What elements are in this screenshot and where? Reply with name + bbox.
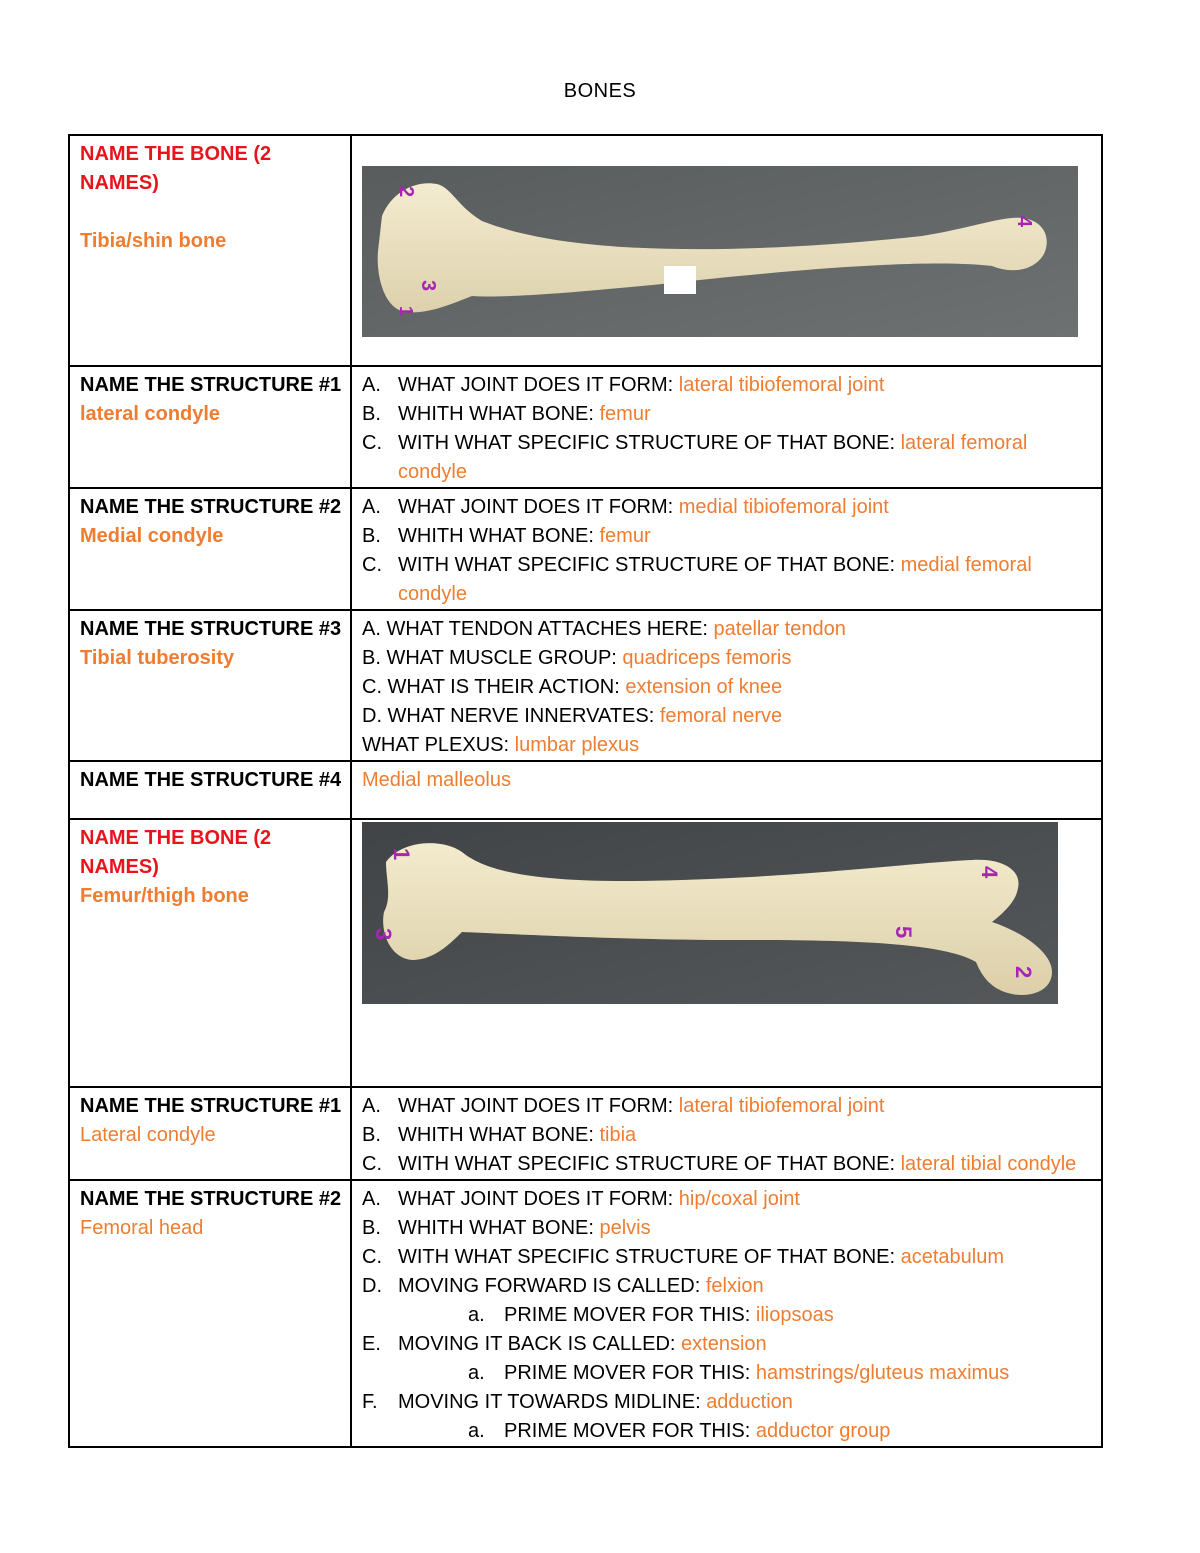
- femur-structure-1-row: [69, 1087, 1102, 1180]
- question-line: C. WHAT IS THEIR ACTION: extension of knee: [362, 676, 783, 698]
- femur-bone-heading: NAME THE BONE (2 NAMES): [80, 827, 272, 878]
- tibia-photo-cell: [351, 135, 1102, 366]
- femur-marker-3: 3: [371, 928, 396, 941]
- femur-structure-2-label-cell: [69, 1180, 351, 1447]
- femur-structure-1-answer: Lateral condyle: [80, 1124, 216, 1146]
- tibia-structure-4-answer: Medial malleolus: [362, 769, 511, 791]
- tibia-structure-3-row: [69, 610, 1102, 761]
- tibia-structure-2-answer: Medial condyle: [80, 525, 224, 547]
- tibia-bone-row: [69, 135, 1102, 366]
- tibia-structure-3-heading: NAME THE STRUCTURE #3: [80, 618, 342, 640]
- page-title: BONES: [563, 80, 637, 102]
- tibia-marker-4: 4: [1013, 216, 1035, 228]
- femur-bone-row: [69, 819, 1102, 1087]
- question-item: B. WHITH WHAT BONE: tibia: [362, 1124, 637, 1146]
- sub-question-list: [398, 1359, 1101, 1388]
- question-item: C. WITH WHAT SPECIFIC STRUCTURE OF THAT BONE: lateral tibial condyle: [362, 1153, 1077, 1175]
- tibia-structure-3-label-cell: [69, 610, 351, 761]
- question-item: F. MOVING IT TOWARDS MIDLINE: adduction a. PRIME MOVER FOR THIS: adductor group: [362, 1388, 1101, 1446]
- tibia-structure-1-answer: lateral condyle: [80, 403, 221, 425]
- question-item: A. WHAT JOINT DOES IT FORM: lateral tibiofemoral joint: [362, 374, 885, 396]
- worksheet-table: [68, 134, 1103, 1448]
- tibia-bone-cell: [69, 135, 351, 366]
- femur-structure-2-answer: Femoral head: [80, 1217, 204, 1239]
- question-list: [362, 1185, 1101, 1446]
- tibia-structure-1-heading: NAME THE STRUCTURE #1: [80, 374, 342, 396]
- tibia-marker-3: 3: [417, 280, 439, 292]
- tibia-label-tag: [664, 266, 696, 294]
- question-item: B. WHITH WHAT BONE: pelvis: [362, 1217, 651, 1239]
- question-line: D. WHAT NERVE INNERVATES: femoral nerve: [362, 705, 783, 727]
- question-line: B. WHAT MUSCLE GROUP: quadriceps femoris: [362, 647, 792, 669]
- sub-question-item: a. PRIME MOVER FOR THIS: adductor group: [468, 1420, 891, 1442]
- tibia-structure-1-label-cell: [69, 366, 351, 488]
- femur-structure-1-heading: NAME THE STRUCTURE #1: [80, 1095, 342, 1117]
- femur-marker-2: 2: [1011, 966, 1036, 979]
- tibia-structure-2-questions-cell: [351, 488, 1102, 610]
- femur-structure-1-questions-cell: [351, 1087, 1102, 1180]
- tibia-structure-3-questions-cell: [351, 610, 1102, 761]
- question-item: B. WHITH WHAT BONE: femur: [362, 403, 651, 425]
- tibia-marker-2: 2: [395, 186, 417, 198]
- tibia-structure-2-heading: NAME THE STRUCTURE #2: [80, 496, 342, 518]
- femur-bone-answer: Femur/thigh bone: [80, 885, 249, 907]
- femur-marker-1: 1: [389, 848, 414, 861]
- question-list: [362, 1092, 1101, 1179]
- question-item: A. WHAT JOINT DOES IT FORM: lateral tibiofemoral joint: [362, 1095, 885, 1117]
- sub-question-list: [398, 1417, 1101, 1446]
- tibia-structure-2-row: [69, 488, 1102, 610]
- question-list: [362, 371, 1101, 487]
- tibia-structure-3-answer: Tibial tuberosity: [80, 647, 235, 669]
- tibia-structure-1-questions-cell: [351, 366, 1102, 488]
- sub-question-item: a. PRIME MOVER FOR THIS: iliopsoas: [468, 1304, 834, 1326]
- question-item: B. WHITH WHAT BONE: femur: [362, 525, 651, 547]
- femur-photo-cell: [351, 819, 1102, 1087]
- question-item: E. MOVING IT BACK IS CALLED: extension a. PRIME MOVER FOR THIS: hamstrings/gluteus maximus: [362, 1330, 1101, 1388]
- tibia-photo: [362, 166, 1078, 337]
- tibia-structure-1-row: [69, 366, 1102, 488]
- femur-bone-cell: [69, 819, 351, 1087]
- femur-structure-2-heading: NAME THE STRUCTURE #2: [80, 1188, 342, 1210]
- question-item: A. WHAT JOINT DOES IT FORM: medial tibiofemoral joint: [362, 496, 889, 518]
- tibia-structure-4-answer-cell: [351, 761, 1102, 819]
- femur-structure-2-questions-cell: [351, 1180, 1102, 1447]
- femur-photo: [362, 822, 1058, 1004]
- question-item: D. MOVING FORWARD IS CALLED: felxion a. PRIME MOVER FOR THIS: iliopsoas: [362, 1272, 1101, 1330]
- femur-structure-1-label-cell: [69, 1087, 351, 1180]
- tibia-bone-answer: Tibia/shin bone: [80, 230, 227, 252]
- tibia-marker-1: 1: [396, 306, 416, 317]
- femur-marker-5: 5: [891, 926, 916, 939]
- tibia-structure-4-heading: NAME THE STRUCTURE #4: [80, 769, 342, 791]
- femur-marker-4: 4: [977, 866, 1002, 879]
- question-line: WHAT PLEXUS: lumbar plexus: [362, 734, 640, 756]
- sub-question-item: a. PRIME MOVER FOR THIS: hamstrings/gluteus maximus: [468, 1362, 1010, 1384]
- question-item: C. WITH WHAT SPECIFIC STRUCTURE OF THAT BONE: acetabulum: [362, 1246, 1005, 1268]
- question-line: A. WHAT TENDON ATTACHES HERE: patellar tendon: [362, 618, 846, 640]
- tibia-structure-4-label-cell: [69, 761, 351, 819]
- tibia-structure-2-label-cell: [69, 488, 351, 610]
- question-item: C. WITH WHAT SPECIFIC STRUCTURE OF THAT BONE: medial femoral condyle: [362, 554, 1032, 605]
- femur-structure-2-row: [69, 1180, 1102, 1447]
- tibia-bone-heading: NAME THE BONE (2 NAMES): [80, 143, 272, 194]
- tibia-structure-4-row: [69, 761, 1102, 819]
- question-item: A. WHAT JOINT DOES IT FORM: hip/coxal joint: [362, 1188, 800, 1210]
- question-list: [362, 493, 1101, 609]
- sub-question-list: [398, 1301, 1101, 1330]
- question-item: C. WITH WHAT SPECIFIC STRUCTURE OF THAT BONE: lateral femoral condyle: [362, 432, 1028, 483]
